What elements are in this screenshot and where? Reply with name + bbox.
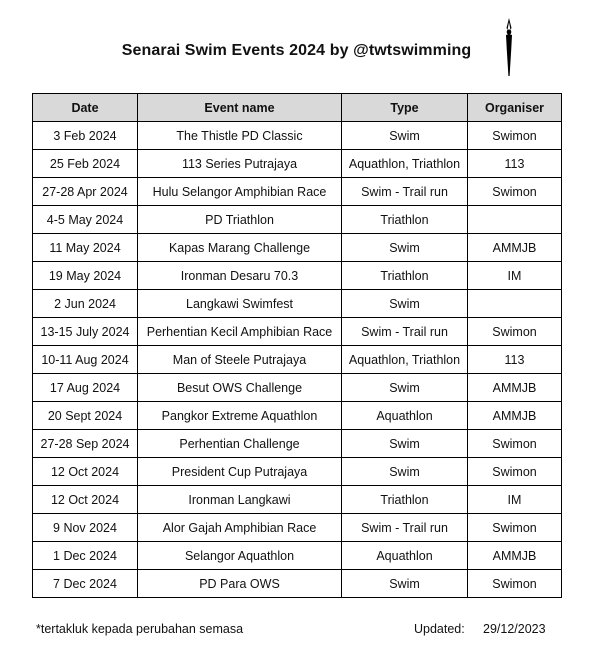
cell-date: 10-11 Aug 2024	[33, 346, 138, 374]
cell-type: Swim	[342, 570, 468, 598]
cell-type: Swim - Trail run	[342, 318, 468, 346]
cell-date: 3 Feb 2024	[33, 122, 138, 150]
cell-organiser: Swimon	[468, 458, 562, 486]
cell-type: Aquathlon, Triathlon	[342, 346, 468, 374]
cell-type: Aquathlon	[342, 542, 468, 570]
cell-event-name: PD Triathlon	[138, 206, 342, 234]
cell-type: Triathlon	[342, 206, 468, 234]
cell-type: Triathlon	[342, 486, 468, 514]
table-row	[33, 346, 562, 374]
cell-event-name: President Cup Putrajaya	[138, 458, 342, 486]
cell-organiser	[468, 206, 562, 234]
table-row	[33, 402, 562, 430]
cell-event-name: The Thistle PD Classic	[138, 122, 342, 150]
cell-event-name: Ironman Langkawi	[138, 486, 342, 514]
cell-organiser: AMMJB	[468, 402, 562, 430]
cell-organiser: Swimon	[468, 430, 562, 458]
cell-date: 11 May 2024	[33, 234, 138, 262]
table-row	[33, 430, 562, 458]
cell-event-name: Man of Steele Putrajaya	[138, 346, 342, 374]
cell-date: 12 Oct 2024	[33, 458, 138, 486]
cell-date: 7 Dec 2024	[33, 570, 138, 598]
cell-date: 19 May 2024	[33, 262, 138, 290]
cell-organiser: AMMJB	[468, 234, 562, 262]
table-row	[33, 150, 562, 178]
cell-event-name: Selangor Aquathlon	[138, 542, 342, 570]
column-header-organiser: Organiser	[468, 94, 562, 122]
cell-organiser: Swimon	[468, 178, 562, 206]
disclaimer-note: *tertakluk kepada perubahan semasa	[36, 622, 244, 636]
cell-event-name: Langkawi Swimfest	[138, 290, 342, 318]
page-title: Senarai Swim Events 2024 by @twtswimming	[121, 42, 472, 59]
cell-organiser: 113	[468, 346, 562, 374]
table-row	[33, 178, 562, 206]
cell-event-name: Besut OWS Challenge	[138, 374, 342, 402]
cell-type: Swim	[342, 290, 468, 318]
table-row	[33, 234, 562, 262]
column-header-type: Type	[342, 94, 468, 122]
cell-event-name: 113 Series Putrajaya	[138, 150, 342, 178]
table-row	[33, 570, 562, 598]
cell-type: Swim - Trail run	[342, 514, 468, 542]
table-row	[33, 374, 562, 402]
cell-type: Swim	[342, 430, 468, 458]
cell-date: 13-15 July 2024	[33, 318, 138, 346]
cell-organiser: IM	[468, 486, 562, 514]
cell-event-name: Alor Gajah Amphibian Race	[138, 514, 342, 542]
cell-organiser: Swimon	[468, 318, 562, 346]
cell-type: Swim	[342, 374, 468, 402]
cell-type: Swim - Trail run	[342, 178, 468, 206]
table-row	[33, 514, 562, 542]
cell-organiser	[468, 290, 562, 318]
cell-type: Swim	[342, 458, 468, 486]
cell-event-name: PD Para OWS	[138, 570, 342, 598]
updated-date: 29/12/2023	[483, 622, 546, 636]
cell-organiser: Swimon	[468, 122, 562, 150]
column-header-date: Date	[33, 94, 138, 122]
cell-event-name: Perhentian Challenge	[138, 430, 342, 458]
cell-date: 4-5 May 2024	[33, 206, 138, 234]
cell-type: Swim	[342, 234, 468, 262]
table-row	[33, 290, 562, 318]
cell-organiser: AMMJB	[468, 374, 562, 402]
cell-date: 25 Feb 2024	[33, 150, 138, 178]
cell-event-name: Perhentian Kecil Amphibian Race	[138, 318, 342, 346]
cell-date: 12 Oct 2024	[33, 486, 138, 514]
table-row	[33, 542, 562, 570]
table-row	[33, 206, 562, 234]
cell-type: Swim	[342, 122, 468, 150]
cell-date: 2 Jun 2024	[33, 290, 138, 318]
cell-date: 20 Sept 2024	[33, 402, 138, 430]
swimmer-silhouette-icon	[498, 16, 520, 78]
cell-type: Aquathlon, Triathlon	[342, 150, 468, 178]
table-row	[33, 458, 562, 486]
cell-organiser: AMMJB	[468, 542, 562, 570]
cell-type: Aquathlon	[342, 402, 468, 430]
cell-date: 27-28 Apr 2024	[33, 178, 138, 206]
column-header-event-name: Event name	[138, 94, 342, 122]
cell-event-name: Kapas Marang Challenge	[138, 234, 342, 262]
table-row	[33, 318, 562, 346]
cell-organiser: Swimon	[468, 570, 562, 598]
events-table	[32, 93, 562, 598]
cell-event-name: Hulu Selangor Amphibian Race	[138, 178, 342, 206]
cell-date: 1 Dec 2024	[33, 542, 138, 570]
cell-type: Triathlon	[342, 262, 468, 290]
cell-date: 17 Aug 2024	[33, 374, 138, 402]
cell-organiser: Swimon	[468, 514, 562, 542]
cell-event-name: Pangkor Extreme Aquathlon	[138, 402, 342, 430]
table-row	[33, 122, 562, 150]
cell-event-name: Ironman Desaru 70.3	[138, 262, 342, 290]
cell-date: 9 Nov 2024	[33, 514, 138, 542]
cell-organiser: 113	[468, 150, 562, 178]
cell-organiser: IM	[468, 262, 562, 290]
updated-label: Updated:	[414, 622, 465, 636]
table-row	[33, 262, 562, 290]
cell-date: 27-28 Sep 2024	[33, 430, 138, 458]
table-header-row	[33, 94, 562, 122]
table-row	[33, 486, 562, 514]
